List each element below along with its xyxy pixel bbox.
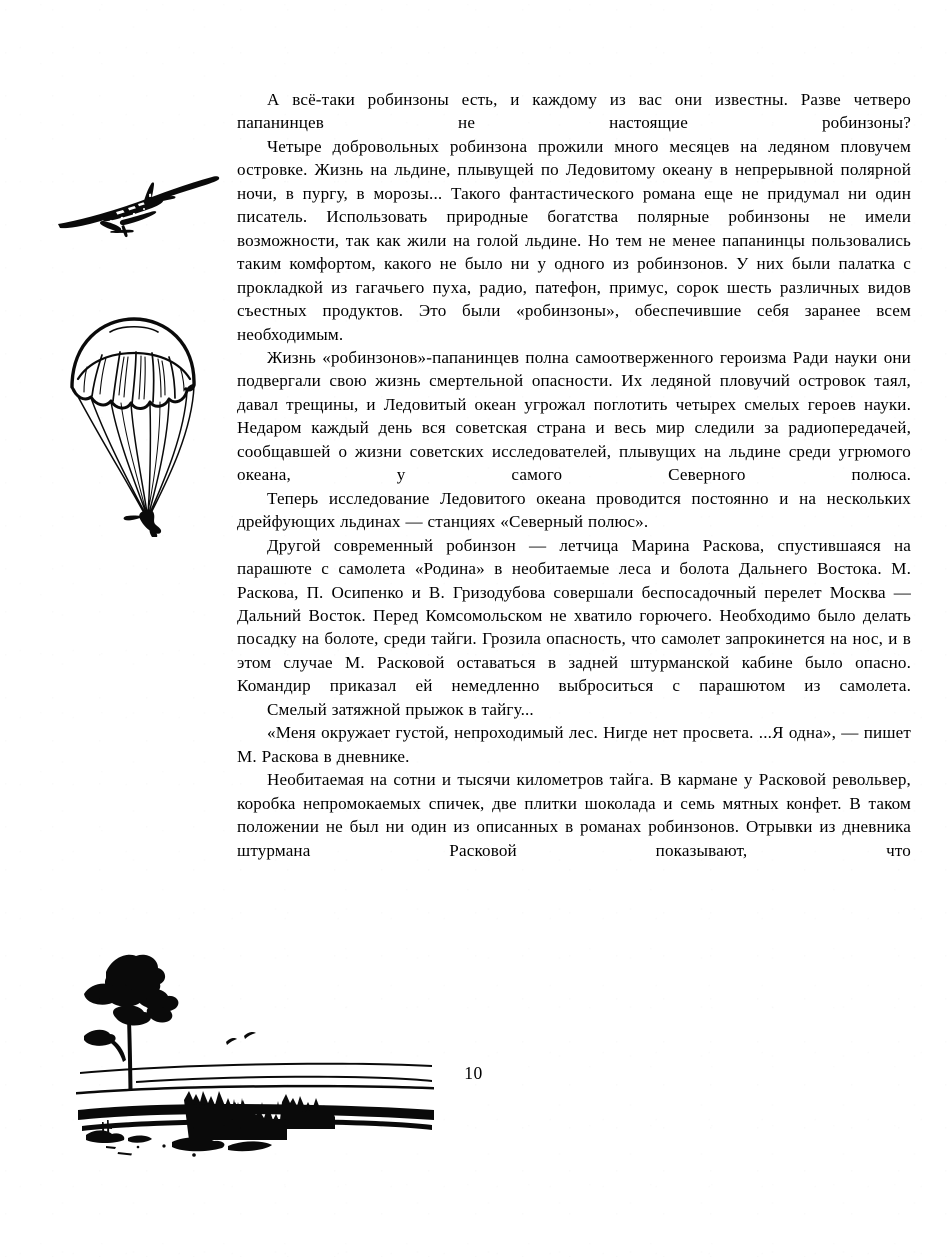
airplane-illustration	[52, 168, 227, 248]
paragraph: Жизнь «робинзонов»-папанинцев полна самоотверженного героизма Ради науки они подвергали свою жизнь смертельной опасности. Их ледяной пловучий островок таял, давал трещины, и Ледовитый океан угрожал поглотить четырех смелых героев науки. Недаром каждый день вся советская страна и весь мир следили за радиопередачей, сообщавшей о жизни советских исследователей, плывущих на льдине среди угрюмого океана, у самого Северного полюса.	[237, 347, 911, 485]
paragraph: Смелый затяжной прыжок в тайгу...	[267, 699, 534, 719]
page-number: 10	[464, 1063, 483, 1083]
paragraph: Теперь исследование Ледовитого океана проводится постоянно и на нескольких дрейфующих льдинах — станциях «Северный полюс».	[237, 488, 911, 532]
paragraph: А всё-таки робинзоны есть, и каждому из вас они известны. Разве четверо папанинцев не настоящие робинзоны?	[237, 90, 911, 133]
parachute-illustration	[58, 305, 208, 537]
body-text-column	[237, 88, 911, 862]
taiga-landscape-illustration	[76, 950, 436, 1165]
paragraph: Другой современный робинзон — летчица Марина Раскова, спустившаяся на парашюте с самолета «Родина» в необитаемые леса и болота Дальнего Востока. М. Раскова, П. Осипенко и В. Гризодубова совершали беспосадочный перелет Москва — Дальний Восток. Перед Комсомольском не хватило горючего. Необходимо было делать посадку на болоте, среди тайги. Грозила опасность, что самолет запрокинется на нос, и в этом случае М. Расковой оставаться в задней штурманской кабине было опасно. Командир приказал ей немедленно выброситься с парашютом из самолета.	[237, 535, 911, 696]
paragraph: «Меня окружает густой, непроходимый лес. Нигде нет просвета. ...Я одна», — пишет М. Раскова в дневнике.	[237, 723, 911, 766]
paragraph: Необитаемая на сотни и тысячи километров тайга. В кармане у Расковой револьвер, коробка непромокаемых спичек, две плитки шоколада и семь мятных конфет. В таком положении не был ни один из описанных в романах робинзонов. Отрывки из дневника штурмана Расковой показывают, что	[237, 770, 911, 860]
paragraph: Четыре добровольных робинзона прожили много месяцев на ледяном пловучем островке. Жизнь на льдине, плывущей по Ледовитому океану в непрерывной полярной ночи, в пургу, в морозы... Такого фантастического романа еще не придумал ни один писатель. Использовать природные богатства полярные робинзоны не имели возможности, так как жили на голой льдине. Но тем не менее папанинцы пользовались таким комфортом, какого не было ни у одного из робинзонов. У них были палатка с прокладкой из гагачьего пуха, радио, патефон, примус, сорок шесть различных видов съестных продуктов. Это были «робинзоны», обеспечившие себя заранее всем необходимым.	[237, 136, 911, 344]
